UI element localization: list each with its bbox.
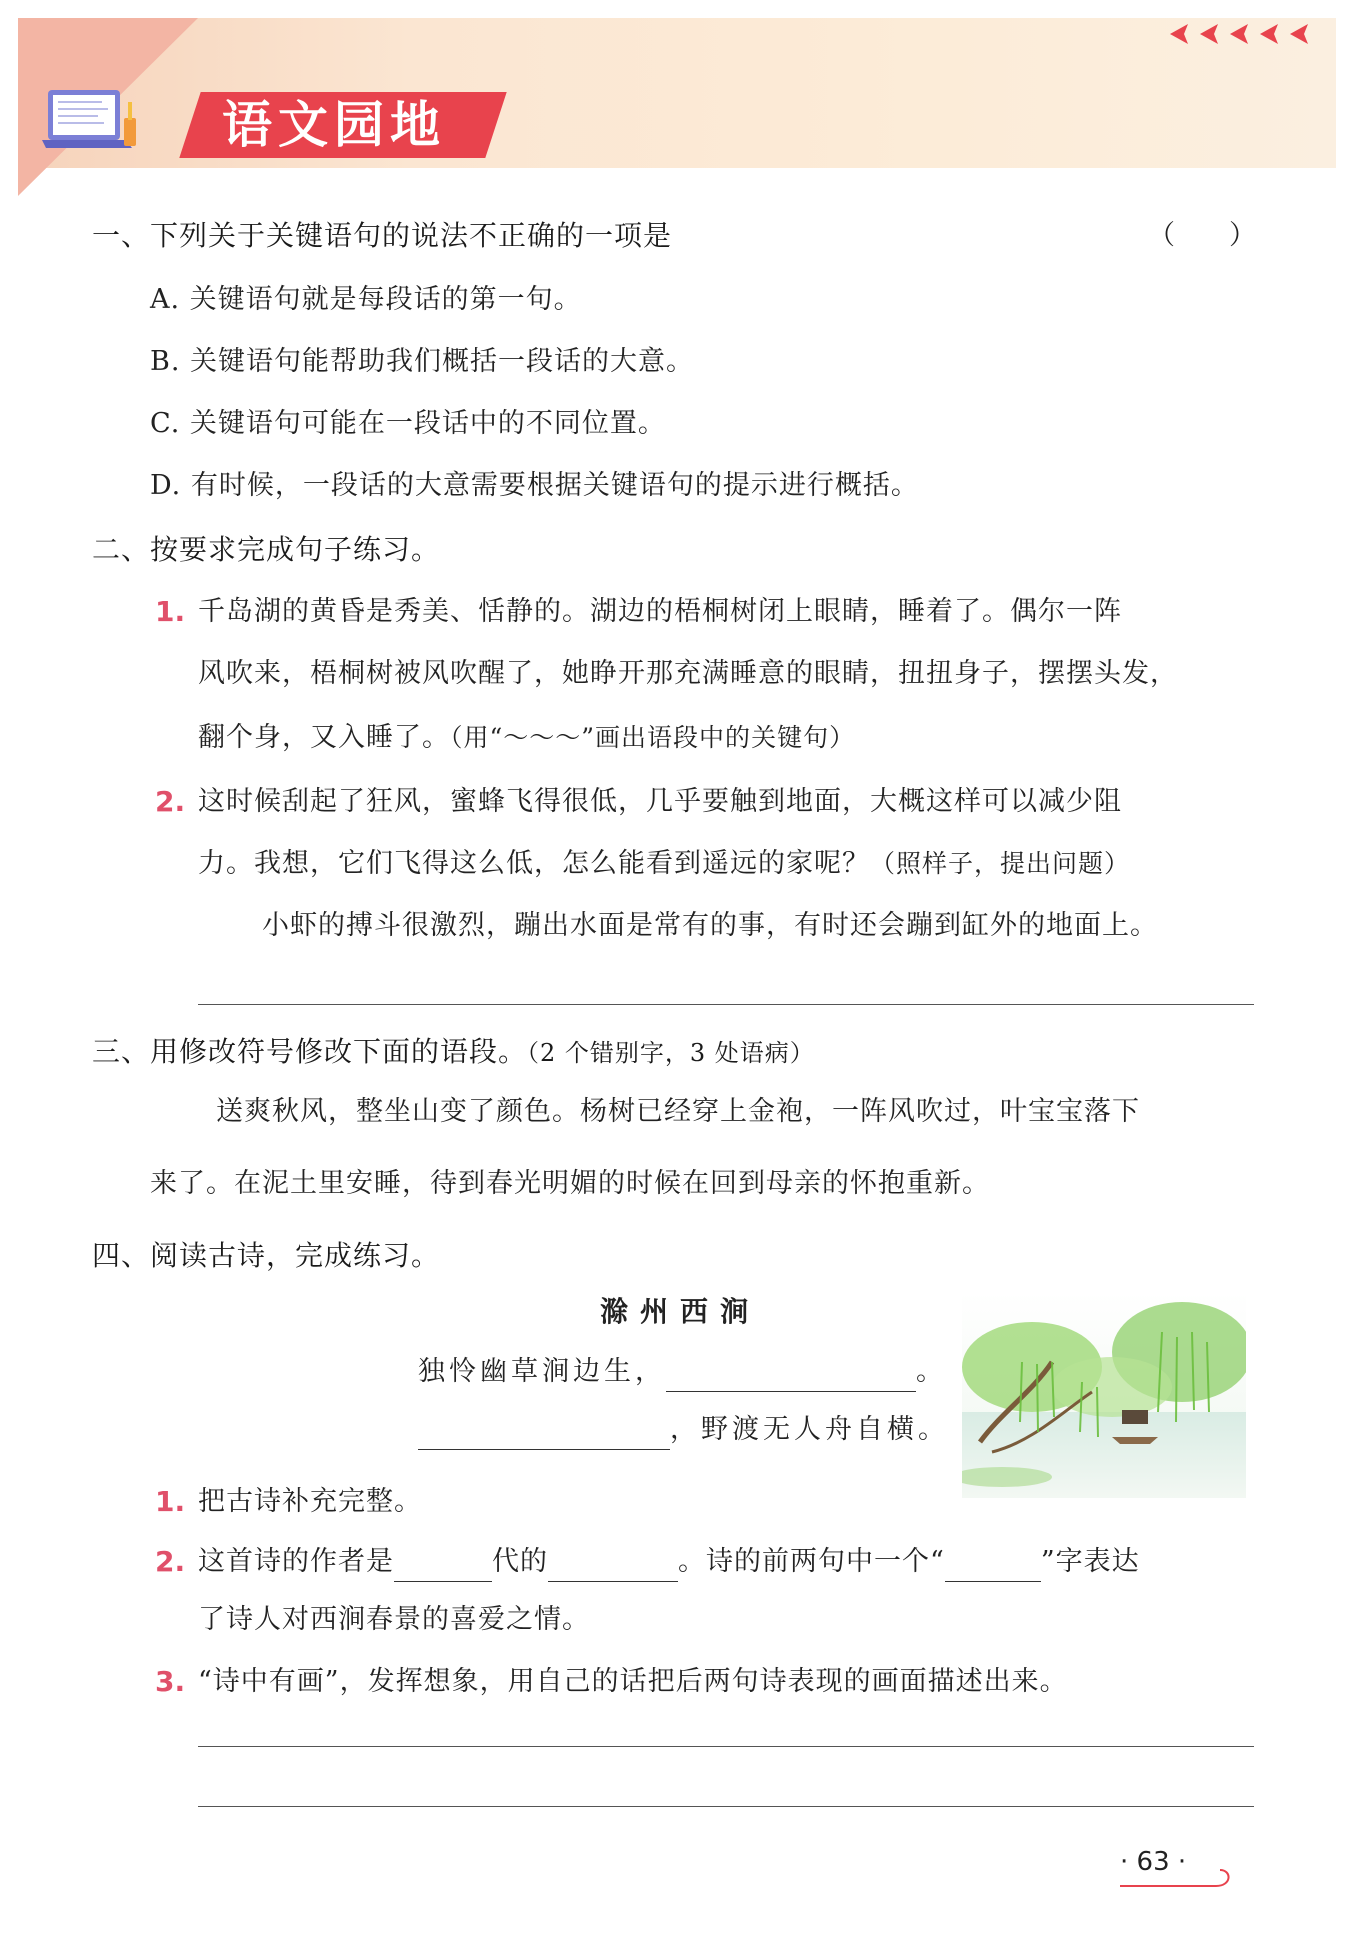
q1-option-d: D. 有时候，一段话的大意需要根据关键语句的提示进行概括。 [150, 470, 919, 501]
q3-heading: 三、用修改符号修改下面的语段。 [92, 1035, 528, 1068]
q2-item1-line3 [198, 718, 855, 758]
q2-item1-number: 1. [155, 595, 186, 628]
q1-option-a: A. 关键语句就是每段话的第一句。 [150, 284, 582, 315]
q2-item2-note: （照样子，提出问题） [870, 849, 1131, 878]
q1-heading: 一、下列关于关键语句的说法不正确的一项是 [92, 219, 673, 252]
page-number-dot-left: · [1120, 1847, 1137, 1877]
q4-item2-d: ”字表达 [1040, 1546, 1140, 1577]
q4-item2-line1 [198, 1542, 1140, 1582]
q4-item2-number: 2. [155, 1545, 186, 1578]
left-arrows-icon [1170, 22, 1320, 46]
q1-option-c: C. 关键语句可能在一段话中的不同位置。 [150, 408, 666, 439]
q2-item2-example: 小虾的搏斗很激烈，蹦出水面是常有的事，有时还会蹦到缸外的地面上。 [262, 910, 1158, 941]
laptop-icon [42, 88, 138, 158]
q3-note: （2 个错别字，3 处语病） [527, 1039, 815, 1067]
poem-line2 [418, 1410, 949, 1450]
poem-title: 滁州西涧 [599, 1295, 760, 1328]
poem-line2-blank[interactable] [418, 1419, 670, 1450]
poem-line1-end: 。 [916, 1356, 947, 1387]
poem-line2-text: ，野渡无人舟自横。 [670, 1414, 949, 1445]
poem-line1-blank[interactable] [666, 1361, 916, 1392]
page-title: 语文园地 [222, 96, 446, 154]
q2-item2-number: 2. [155, 785, 186, 818]
q4-item2-a: 这首诗的作者是 [198, 1546, 394, 1577]
willow-stream-illustration [962, 1292, 1246, 1498]
q4-item2-line2: 了诗人对西涧春景的喜爱之情。 [198, 1604, 590, 1635]
q2-item1-line3-text: 翻个身，又入睡了。 [198, 722, 450, 753]
q1-option-b: B. 关键语句能帮助我们概括一段话的大意。 [150, 346, 695, 377]
author-blank[interactable] [394, 1551, 492, 1582]
q4-item2-c: 。诗的前两句中一个“ [678, 1546, 945, 1577]
q4-answer-line-2[interactable] [198, 1806, 1254, 1807]
q3-heading-row [92, 1032, 815, 1073]
q4-item1-text: 把古诗补充完整。 [198, 1486, 422, 1517]
q2-answer-line[interactable] [198, 1004, 1254, 1005]
q2-item2-line2-text: 力。我想，它们飞得这么低，怎么能看到遥远的家呢？ [198, 848, 870, 879]
dynasty-poet-blank[interactable] [548, 1551, 678, 1582]
q1-answer-paren[interactable]: （ ） [1148, 220, 1256, 251]
poem-line1 [418, 1352, 947, 1392]
character-blank[interactable] [945, 1551, 1041, 1582]
page-number: 63 [1136, 1847, 1170, 1877]
q2-item1-line1: 千岛湖的黄昏是秀美、恬静的。湖边的梧桐树闭上眼睛，睡着了。偶尔一阵 [198, 596, 1122, 627]
q4-item2-b: 代的 [492, 1546, 548, 1577]
q4-item3-number: 3. [155, 1665, 186, 1698]
q2-item1-note: （用“～～～”画出语段中的关键句） [450, 723, 856, 752]
q4-heading: 四、阅读古诗，完成练习。 [92, 1239, 441, 1272]
q2-item2-line2 [198, 844, 1130, 884]
page-number-dot-right: · [1169, 1847, 1187, 1877]
q3-line1: 送爽秋风，整坐山变了颜色。杨树已经穿上金袍，一阵风吹过，叶宝宝落下 [216, 1096, 1140, 1127]
page-number-underline-icon [1120, 1860, 1250, 1890]
q3-line2: 来了。在泥土里安睡，待到春光明媚的时候在回到母亲的怀抱重新。 [150, 1168, 990, 1199]
q4-item1-number: 1. [155, 1485, 186, 1518]
q4-item3-text: “诗中有画”，发挥想象，用自己的话把后两句诗表现的画面描述出来。 [198, 1666, 1068, 1697]
q4-answer-line-1[interactable] [198, 1746, 1254, 1747]
q2-item2-line1: 这时候刮起了狂风，蜜蜂飞得很低，几乎要触到地面，大概这样可以减少阻 [198, 786, 1122, 817]
poem-line1-text: 独怜幽草涧边生， [418, 1356, 666, 1387]
q2-heading: 二、按要求完成句子练习。 [92, 533, 441, 566]
q2-item1-line2: 风吹来，梧桐树被风吹醒了，她睁开那充满睡意的眼睛，扭扭身子，摆摆头发， [198, 658, 1178, 689]
